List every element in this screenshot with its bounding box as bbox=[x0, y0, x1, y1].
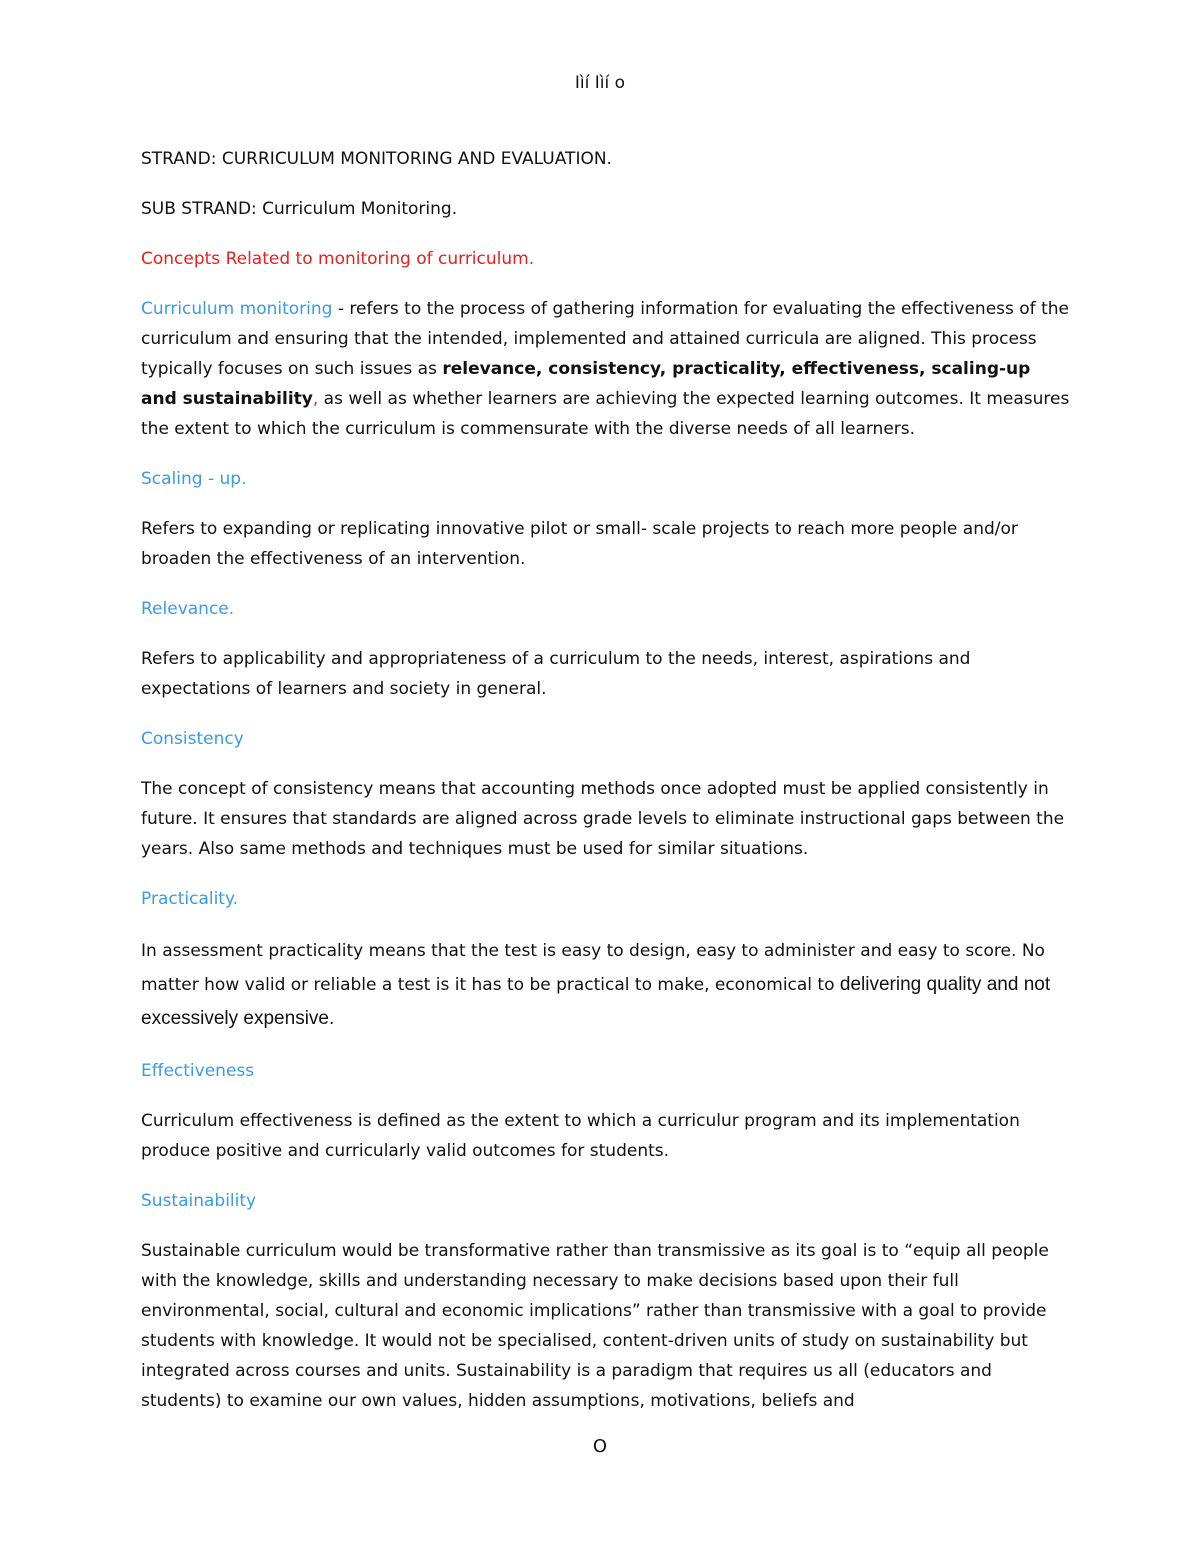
effectiveness-text: Curriculum effectiveness is defined as the extent to which a curriculur program and its implementation produce positive and curricularly valid outcomes for students. bbox=[141, 1111, 1020, 1161]
consistency-heading: Consistency bbox=[141, 729, 244, 749]
curriculum-monitoring-comma: , bbox=[312, 389, 319, 409]
document-body bbox=[141, 144, 1071, 1436]
practicality-heading: Practicality. bbox=[141, 889, 239, 909]
scaling-up-heading: Scaling - up. bbox=[141, 469, 247, 489]
curriculum-monitoring-bold-terms: relevance, consistency, practicality, effectiveness, scaling-up and sustainability bbox=[141, 359, 1031, 409]
practicality-text-2: delivering quality and not excessively expensive. bbox=[141, 974, 1051, 1029]
sustainability-text: Sustainable curriculum would be transformative rather than transmissive as its goal is to “equip all people with the knowledge, skills and understanding necessary to make decisions based upon their full environmental, social, cultural and economic implications” rather than transmissive with a goal to provide students with knowledge. It would not be specialised, content-driven units of study on sustainability but integrated across courses and units. Sustainability is a paradigm that requires us all (educators and students) to examine our own values, hidden assumptions, motivations, beliefs and bbox=[141, 1241, 1049, 1411]
sustainability-heading: Sustainability bbox=[141, 1191, 257, 1211]
curriculum-monitoring-text-1: - refers to the process of gathering information for evaluating the effectiveness of the curriculum and ensuring that the intended, implemented and attained curricula are aligned. This process typically focuses on such issues as bbox=[141, 299, 1069, 379]
page-header: Iìí Iìí o bbox=[574, 73, 626, 93]
curriculum-monitoring-text-2: as well as whether learners are achieving the expected learning outcomes. It measures the extent to which the curriculum is commensurate with the diverse needs of all learners. bbox=[141, 389, 1070, 439]
consistency-text: The concept of consistency means that accounting methods once adopted must be applied consistently in future. It ensures that standards are aligned across grade levels to eliminate instructional gaps between the years. Also same methods and techniques must be used for similar situations. bbox=[141, 779, 1065, 859]
scaling-up-text: Refers to expanding or replicating innovative pilot or small- scale projects to reach more people and/or broaden the effectiveness of an intervention. bbox=[141, 519, 1018, 569]
curriculum-monitoring-paragraph bbox=[141, 294, 1071, 444]
practicality-paragraph bbox=[141, 934, 1071, 1036]
effectiveness-heading: Effectiveness bbox=[141, 1061, 255, 1081]
page-number: O bbox=[592, 1436, 608, 1457]
relevance-heading: Relevance. bbox=[141, 599, 235, 619]
curriculum-monitoring-term: Curriculum monitoring bbox=[141, 299, 333, 319]
section-title: Concepts Related to monitoring of curriculum. bbox=[141, 249, 535, 269]
sub-strand-line: SUB STRAND: Curriculum Monitoring. bbox=[141, 199, 458, 219]
practicality-text-1: In assessment practicality means that the test is easy to design, easy to administer and easy to score. No matter how valid or reliable a test is it has to be practical to make, economical to bbox=[141, 941, 1045, 995]
relevance-text: Refers to applicability and appropriateness of a curriculum to the needs, interest, aspirations and expectations of learners and society in general. bbox=[141, 649, 971, 699]
strand-line: STRAND: CURRICULUM MONITORING AND EVALUATION. bbox=[141, 149, 612, 169]
